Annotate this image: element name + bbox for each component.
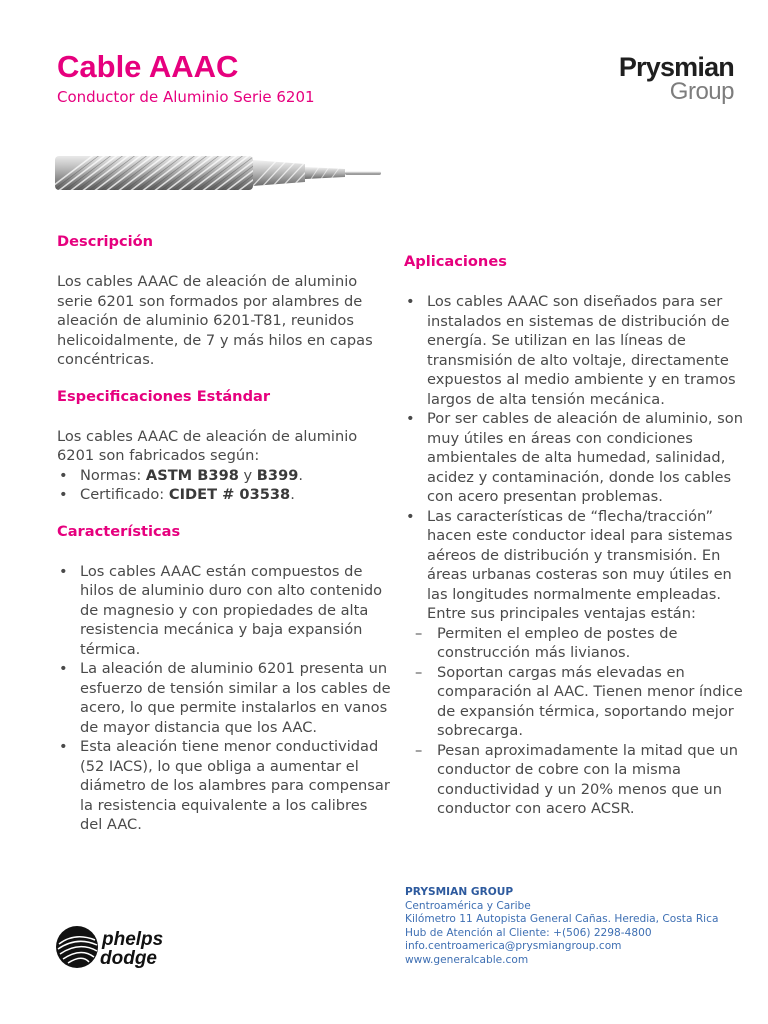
prysmian-group-logo — [594, 54, 734, 104]
list-item: • Las características de “flecha/tracción” hacen este conductor ideal para sistemas aéreos de distribución y transmisión. En áreas urbanas costeras son muy útiles en las longitudes normalmente empleadas. Entre sus principales ventajas están: — [404, 507, 744, 624]
caracteristicas-list — [57, 562, 392, 835]
contact-block — [405, 886, 718, 968]
normas-label: Normas: — [80, 466, 146, 484]
right-column — [404, 252, 744, 819]
list-item: • Los cables AAAC son diseñados para ser instalados en sistemas de distribución de energía. Se utilizan en las líneas de transmisión de alto voltaje, directamente expuestos al medio ambiente y en tramos largos de alta tensión mecánica. — [404, 292, 744, 409]
caracteristicas-heading: Características — [57, 522, 181, 540]
list-item: • La aleación de aluminio 6201 presenta un esfuerzo de tensión similar a los cables de acero, lo que permite instalarlos en vanos de mayor distancia que los AAC. — [57, 659, 392, 737]
logo-group-text: Group — [669, 78, 734, 105]
cert-label: Certificado: — [80, 486, 169, 503]
normas-value-1: ASTM B398 — [145, 466, 239, 484]
list-subitem: – Permiten el empleo de postes de construcción más livianos. — [404, 624, 744, 663]
contact-company: PRYSMIAN GROUP — [405, 886, 514, 898]
normas-conj: y — [238, 466, 257, 484]
list-item: • Por ser cables de aleación de aluminio, son muy útiles en áreas con condiciones ambientales de alta humedad, salinidad, acidez y contaminación, donde los cables con acero presentan problemas. — [404, 409, 744, 507]
contact-address: Kilómetro 11 Autopista General Cañas. Heredia, Costa Rica — [405, 913, 719, 926]
cert-end: . — [290, 486, 295, 503]
contact-region: Centroamérica y Caribe — [405, 899, 531, 912]
page-title: Cable AAAC — [57, 49, 239, 84]
especificaciones-heading: Especificaciones Estándar — [57, 387, 271, 405]
aplicaciones-heading: Aplicaciones — [404, 253, 507, 270]
especificaciones-intro: Los cables AAAC de aleación de aluminio 6201 son fabricados según: — [57, 427, 358, 464]
contact-email[interactable]: info.centroamerica@prysmiangroup.com — [405, 940, 622, 953]
descripcion-text: Los cables AAAC de aleación de aluminio serie 6201 son formados por alambres de aleación de aluminio 6201-T81, reunidos helicoidalmente, de 7 y más hilos en capas concéntricas. — [57, 273, 373, 368]
especificaciones-list — [57, 466, 392, 505]
list-item: • Los cables AAAC están compuestos de hilos de aluminio duro con alto contenido de magnesio y con propiedades de alta resistencia mecánica y baja expansión térmica. — [57, 562, 392, 660]
contact-phone: Hub de Atención al Cliente: +(506) 2298-4800 — [405, 926, 652, 939]
page-subtitle: Conductor de Aluminio Serie 6201 — [57, 88, 315, 106]
list-item — [57, 466, 392, 486]
logo-prysmian-text: Prysmian — [618, 52, 734, 82]
aplicaciones-list — [404, 292, 744, 819]
logo-phelps-text: phelps — [102, 929, 164, 950]
left-column — [57, 232, 392, 835]
logo-dodge-text: dodge — [100, 948, 157, 969]
cable-image — [55, 152, 385, 194]
phelps-dodge-logo — [55, 922, 180, 972]
contact-web[interactable]: www.generalcable.com — [405, 953, 529, 966]
list-item — [57, 485, 392, 505]
list-subitem: – Pesan aproximadamente la mitad que un conductor de cobre con la misma conductividad y un 20% menos que un conductor con acero ACSR. — [404, 741, 744, 819]
descripcion-heading: Descripción — [57, 233, 154, 250]
normas-end: . — [298, 466, 304, 484]
list-item: • Esta aleación tiene menor conductividad (52 IACS), lo que obliga a aumentar el diámetro de los alambres para compensar la resistencia equivalente a los calibres del AAC. — [57, 737, 392, 835]
cert-value: CIDET # 03538 — [168, 486, 291, 503]
phelps-dodge-swirl-icon — [56, 926, 98, 968]
normas-value-2: B399 — [256, 466, 299, 484]
list-subitem: – Soportan cargas más elevadas en comparación al AAC. Tienen menor índice de expansión térmica, soportando mejor sobrecarga. — [404, 663, 744, 741]
